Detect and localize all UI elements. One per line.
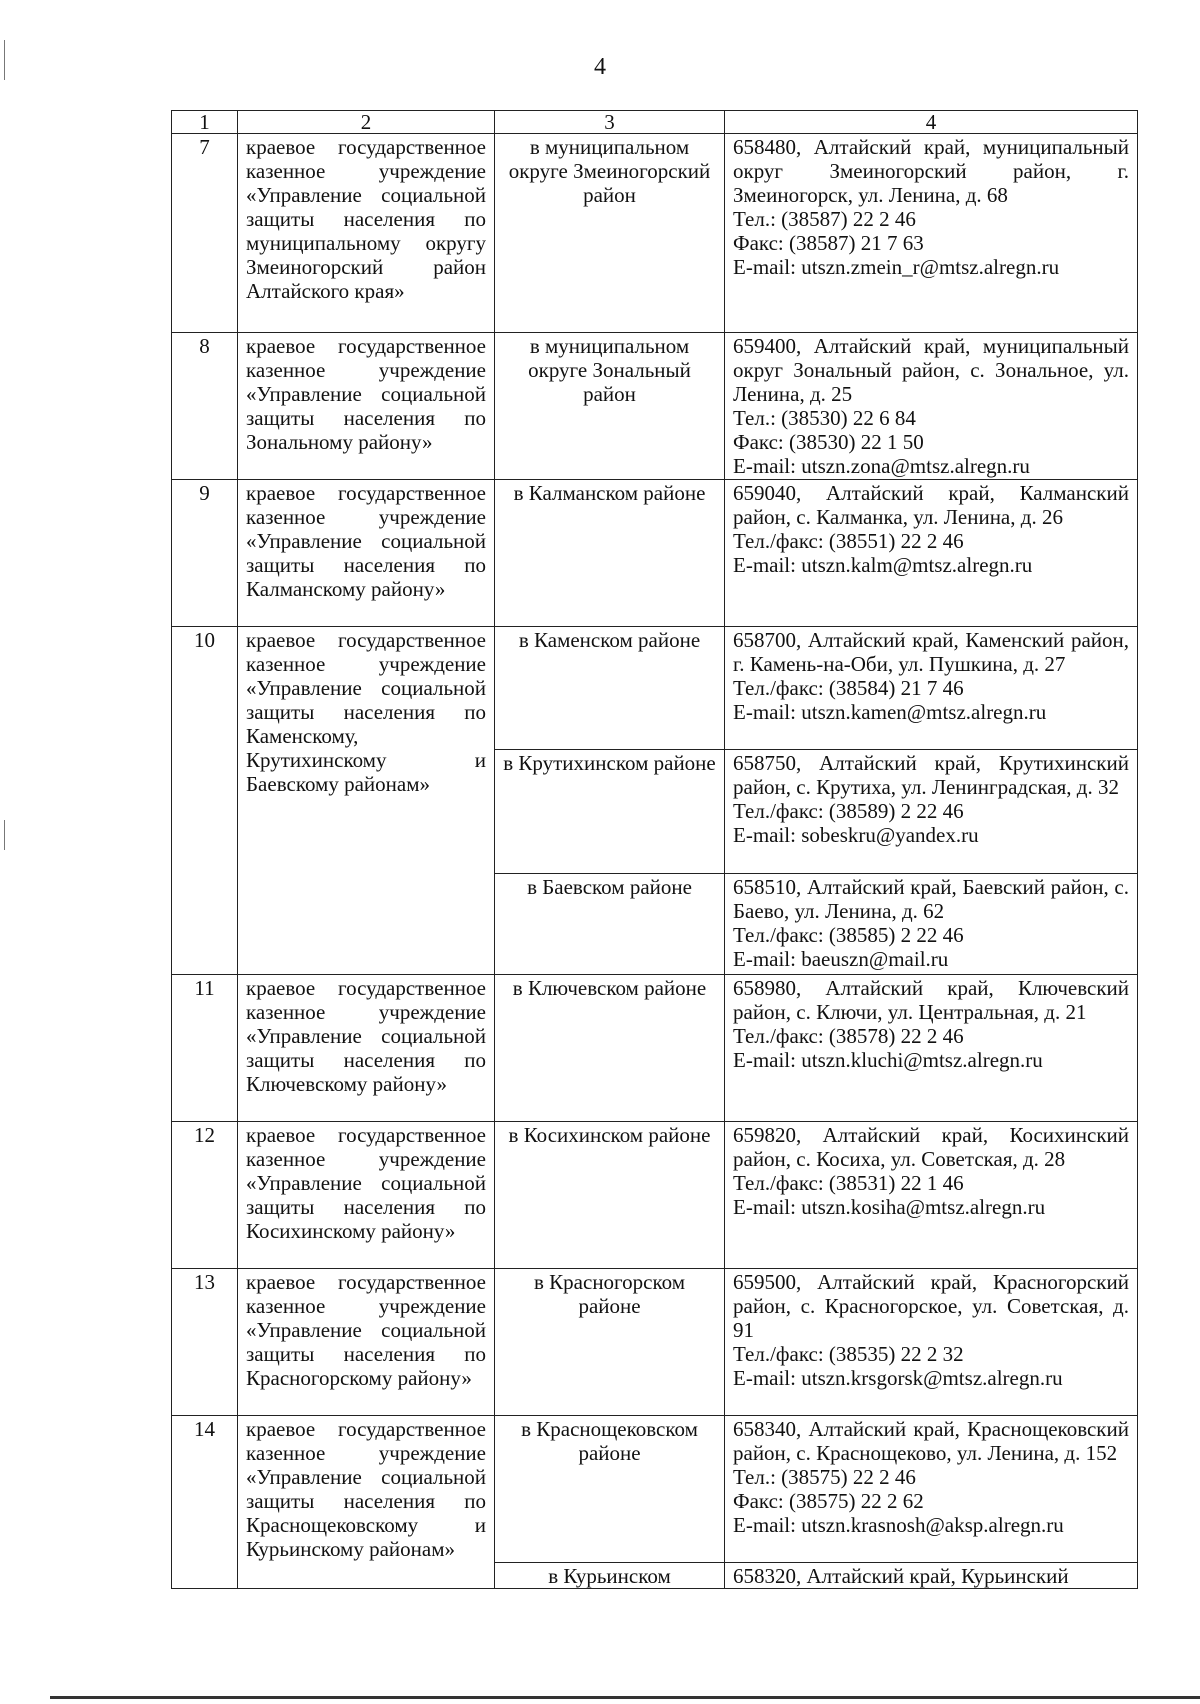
postal-address: 658340, Алтайский край, Краснощековский район, с. Краснощеково, ул. Ленина, д. 152: [733, 1417, 1129, 1465]
institutions-table: [171, 110, 1138, 1589]
row-number: 9: [172, 480, 238, 627]
email-address: E-mail: utszn.krasnosh@aksp.alregn.ru: [733, 1513, 1064, 1537]
postal-address: 658980, Алтайский край, Ключевский район, с. Ключи, ул. Центральная, д. 21: [733, 976, 1129, 1024]
table-row: [172, 975, 1138, 1122]
email-address: E-mail: utszn.zona@mtsz.alregn.ru: [733, 454, 1030, 478]
postal-address: 659820, Алтайский край, Косихинский район, с. Косиха, ул. Советская, д. 28: [733, 1123, 1129, 1171]
service-area: в муниципальном округе Змеиногорский район: [495, 134, 725, 333]
row-number: 13: [172, 1269, 238, 1416]
service-area: в Крутихинском районе: [495, 750, 725, 874]
contact-details: [725, 1563, 1138, 1589]
postal-address: 658750, Алтайский край, Крутихинский район, с. Крутиха, ул. Ленинградская, д. 32: [733, 751, 1129, 799]
table-row: [172, 1416, 1138, 1563]
contact-details: [725, 134, 1138, 333]
scan-edge-mark: [4, 820, 5, 850]
header-col-1: 1: [172, 111, 238, 134]
email-address: E-mail: sobeskru@yandex.ru: [733, 823, 979, 847]
contact-details: [725, 333, 1138, 480]
phone-fax: Тел./факс: (38531) 22 1 46: [733, 1171, 964, 1195]
phone-fax: Тел./факс: (38584) 21 7 46: [733, 676, 964, 700]
phone-fax: Тел.: (38587) 22 2 46: [733, 207, 916, 231]
institution-name: краевое государственное казенное учреждение «Управление социальной защиты населения по Ключевскому району»: [238, 975, 495, 1122]
row-number: 10: [172, 627, 238, 975]
phone-fax: Тел.: (38530) 22 6 84: [733, 406, 916, 430]
table-header-row: [172, 111, 1138, 134]
service-area: в муниципальном округе Зональный район: [495, 333, 725, 480]
postal-address: 659500, Алтайский край, Красногорский район, с. Красногорское, ул. Советская, д. 91: [733, 1270, 1129, 1342]
email-address: E-mail: utszn.kamen@mtsz.alregn.ru: [733, 700, 1047, 724]
phone-fax: Тел./факс: (38535) 22 2 32: [733, 1342, 964, 1366]
postal-address: 658320, Алтайский край, Курьинский: [733, 1564, 1069, 1588]
contact-details: [725, 627, 1138, 750]
institution-name: краевое государственное казенное учреждение «Управление социальной защиты населения по Краснощековскому и Курьинскому районам»: [238, 1416, 495, 1589]
email-address: E-mail: utszn.kluchi@mtsz.alregn.ru: [733, 1048, 1043, 1072]
institution-name: краевое государственное казенное учреждение «Управление социальной защиты населения по Калманскому району»: [238, 480, 495, 627]
table-row: [172, 134, 1138, 333]
row-number: 8: [172, 333, 238, 480]
table-row: [172, 627, 1138, 750]
phone-fax: Тел./факс: (38551) 22 2 46: [733, 529, 964, 553]
row-number: 12: [172, 1122, 238, 1269]
table-row: [172, 333, 1138, 480]
scan-bottom-edge: [50, 1696, 1200, 1699]
phone-fax: Факс: (38587) 21 7 63: [733, 231, 924, 255]
institution-name: краевое государственное казенное учреждение «Управление социальной защиты населения по Каменскому, Крутихинскому и Баевскому районам»: [238, 627, 495, 975]
service-area: в Калманском районе: [495, 480, 725, 627]
service-area: в Каменском районе: [495, 627, 725, 750]
service-area: в Баевском районе: [495, 874, 725, 975]
institution-name: краевое государственное казенное учреждение «Управление социальной защиты населения по Косихинскому району»: [238, 1122, 495, 1269]
service-area: в Курьинском: [495, 1563, 725, 1589]
email-address: E-mail: baeuszn@mail.ru: [733, 947, 949, 971]
institution-name: краевое государственное казенное учреждение «Управление социальной защиты населения по Зональному району»: [238, 333, 495, 480]
page-number: 4: [594, 54, 606, 80]
header-col-4: 4: [725, 111, 1138, 134]
contact-details: [725, 975, 1138, 1122]
table-body: [172, 134, 1138, 1589]
table-row: [172, 1269, 1138, 1416]
postal-address: 658510, Алтайский край, Баевский район, с. Баево, ул. Ленина, д. 62: [733, 875, 1129, 923]
postal-address: 658480, Алтайский край, муниципальный округ Змеиногорский район, г. Змеиногорск, ул. Ленина, д. 68: [733, 135, 1129, 207]
service-area: в Косихинском районе: [495, 1122, 725, 1269]
contact-details: [725, 1416, 1138, 1563]
postal-address: 659040, Алтайский край, Калманский район, с. Калманка, ул. Ленина, д. 26: [733, 481, 1129, 529]
table-row: [172, 480, 1138, 627]
service-area: в Краснощековском районе: [495, 1416, 725, 1563]
service-area: в Красногорском районе: [495, 1269, 725, 1416]
phone-fax: Тел./факс: (38589) 2 22 46: [733, 799, 964, 823]
email-address: E-mail: utszn.kosiha@mtsz.alregn.ru: [733, 1195, 1046, 1219]
header-col-3: 3: [495, 111, 725, 134]
phone-fax: Факс: (38575) 22 2 62: [733, 1489, 924, 1513]
email-address: E-mail: utszn.zmein_r@mtsz.alregn.ru: [733, 255, 1060, 279]
contact-details: [725, 750, 1138, 874]
scan-edge-mark: [4, 40, 5, 80]
service-area: в Ключевском районе: [495, 975, 725, 1122]
phone-fax: Тел./факс: (38585) 2 22 46: [733, 923, 964, 947]
institution-name: краевое государственное казенное учреждение «Управление социальной защиты населения по Красногорскому району»: [238, 1269, 495, 1416]
phone-fax: Тел./факс: (38578) 22 2 46: [733, 1024, 964, 1048]
email-address: E-mail: utszn.kalm@mtsz.alregn.ru: [733, 553, 1033, 577]
phone-fax: Тел.: (38575) 22 2 46: [733, 1465, 916, 1489]
postal-address: 659400, Алтайский край, муниципальный округ Зональный район, с. Зональное, ул. Ленина, д. 25: [733, 334, 1129, 406]
contact-details: [725, 874, 1138, 975]
row-number: 14: [172, 1416, 238, 1589]
postal-address: 658700, Алтайский край, Каменский район, г. Камень-на-Оби, ул. Пушкина, д. 27: [733, 628, 1129, 676]
contact-details: [725, 1269, 1138, 1416]
row-number: 7: [172, 134, 238, 333]
contact-details: [725, 480, 1138, 627]
header-col-2: 2: [238, 111, 495, 134]
table-row: [172, 1122, 1138, 1269]
phone-fax: Факс: (38530) 22 1 50: [733, 430, 924, 454]
institution-name: краевое государственное казенное учреждение «Управление социальной защиты населения по муниципальному округу Змеиногорский район Алтайского края»: [238, 134, 495, 333]
row-number: 11: [172, 975, 238, 1122]
contact-details: [725, 1122, 1138, 1269]
email-address: E-mail: utszn.krsgorsk@mtsz.alregn.ru: [733, 1366, 1063, 1390]
